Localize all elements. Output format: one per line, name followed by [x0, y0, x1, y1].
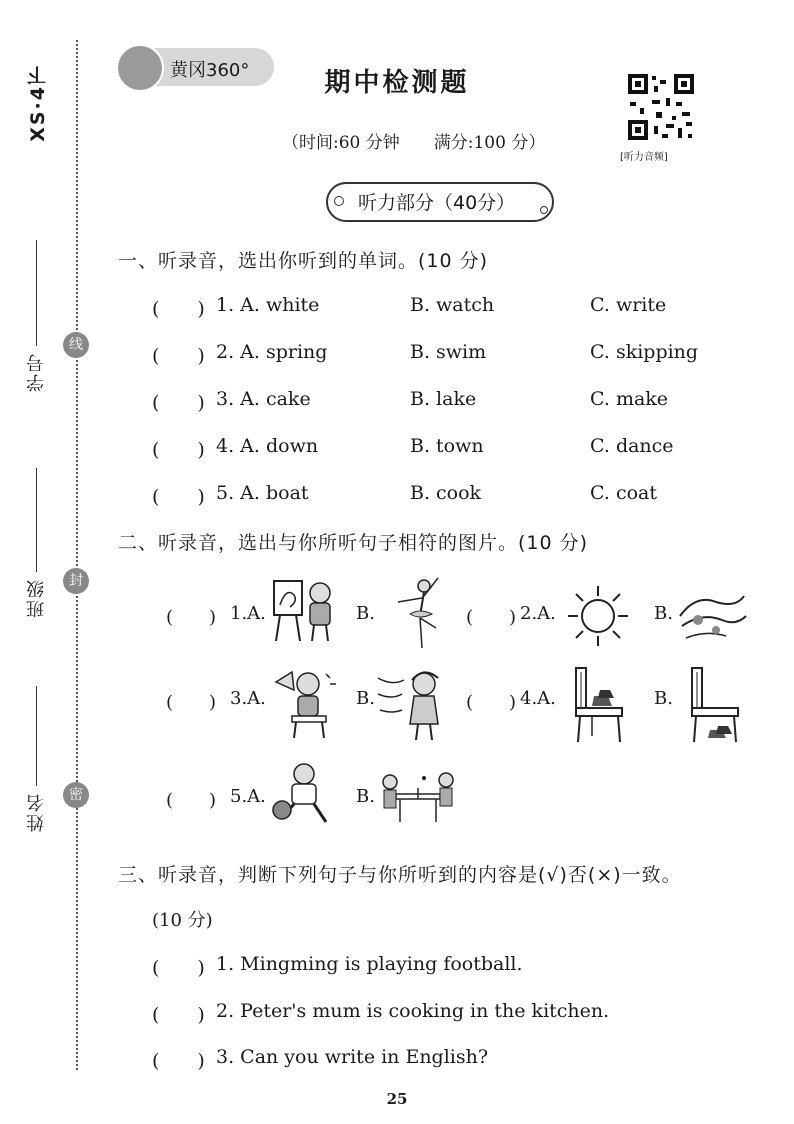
qr-caption: [听力音频]: [620, 152, 668, 163]
section-banner-text: 听力部分（40分）: [358, 192, 516, 214]
book-code: XS·4下: [27, 64, 49, 142]
answer-paren[interactable]: ( ): [466, 692, 517, 713]
answer-paren[interactable]: ( ): [166, 790, 217, 811]
pic-label-a: 3.A.: [230, 688, 266, 709]
answer-paren[interactable]: ( ): [152, 1050, 205, 1072]
pic-label-b: B.: [654, 688, 673, 709]
page-number: 25: [386, 1090, 408, 1108]
option-b: B. town: [410, 435, 484, 457]
name-label: 姓名: [26, 792, 47, 832]
answer-paren[interactable]: ( ): [152, 957, 205, 979]
chair-with-shoes-on-icon[interactable]: [570, 664, 628, 744]
margin-mark-mi: 密: [63, 782, 89, 808]
answer-paren[interactable]: ( ): [466, 607, 517, 628]
answer-paren[interactable]: ( ): [152, 392, 205, 414]
cold-girl-wind-icon[interactable]: [376, 664, 452, 742]
option-c: C. dance: [590, 435, 674, 457]
ping-pong-players-icon[interactable]: [376, 770, 460, 826]
ballet-dancer-icon[interactable]: [394, 572, 446, 652]
option-c: C. write: [590, 294, 667, 316]
pic-label-a: 5.A.: [230, 786, 266, 807]
pic-label-b: B.: [356, 603, 375, 624]
wind-icon[interactable]: [676, 586, 748, 648]
option-a: 4. A. down: [216, 435, 319, 457]
binding-dotted-line: [76, 40, 78, 1070]
answer-paren[interactable]: ( ): [152, 486, 205, 508]
option-c: C. coat: [590, 482, 657, 504]
class-line: [36, 468, 37, 572]
qr-code-icon[interactable]: [626, 72, 696, 142]
student-id-label: 学号: [26, 352, 47, 392]
boy-drawing-icon[interactable]: [270, 575, 340, 645]
part2-heading: 二、听录音，选出与你所听句子相符的图片。(10 分): [118, 532, 589, 554]
margin-mark-xian: 线: [63, 332, 89, 358]
option-a: 3. A. cake: [216, 388, 311, 410]
pic-label-a: 1.A.: [230, 603, 266, 624]
banner-dot-icon: [334, 196, 344, 206]
brand-name: 黄冈360°: [170, 60, 250, 81]
option-a: 5. A. boat: [216, 482, 309, 504]
part3-score: (10 分): [152, 910, 213, 931]
judge-sentence: 1. Mingming is playing football.: [216, 953, 523, 975]
option-b: B. lake: [410, 388, 477, 410]
chair-with-shoes-under-icon[interactable]: [686, 664, 744, 744]
margin-mark-feng: 封: [63, 568, 89, 594]
option-b: B. swim: [410, 341, 487, 363]
answer-paren[interactable]: ( ): [152, 439, 205, 461]
pic-label-b: B.: [654, 603, 673, 624]
name-line: [36, 686, 37, 786]
time-and-score: （时间:60 分钟 满分:100 分）: [282, 133, 546, 153]
part3-heading: 三、听录音，判断下列句子与你所听到的内容是(√)否(×)一致。: [118, 864, 682, 886]
class-label: 班级: [26, 578, 47, 618]
hot-boy-fan-icon[interactable]: [270, 664, 340, 742]
pic-label-a: 4.A.: [520, 688, 556, 709]
pic-label-a: 2.A.: [520, 603, 556, 624]
option-c: C. skipping: [590, 341, 699, 363]
sun-icon[interactable]: [566, 584, 630, 648]
option-b: B. cook: [410, 482, 482, 504]
part1-heading: 一、听录音，选出你听到的单词。(10 分): [118, 250, 489, 272]
pic-label-b: B.: [356, 688, 375, 709]
judge-sentence: 3. Can you write in English?: [216, 1046, 489, 1068]
answer-paren[interactable]: ( ): [152, 1004, 205, 1026]
answer-paren[interactable]: ( ): [152, 345, 205, 367]
page-title: 期中检测题: [324, 68, 470, 98]
judge-sentence: 2. Peter's mum is cooking in the kitchen.: [216, 1000, 610, 1022]
option-c: C. make: [590, 388, 669, 410]
option-a: 2. A. spring: [216, 341, 328, 363]
option-a: 1. A. white: [216, 294, 320, 316]
answer-paren[interactable]: ( ): [166, 607, 217, 628]
answer-paren[interactable]: ( ): [166, 692, 217, 713]
pic-label-b: B.: [356, 786, 375, 807]
student-id-line: [36, 240, 37, 346]
answer-paren[interactable]: ( ): [152, 298, 205, 320]
option-b: B. watch: [410, 294, 495, 316]
basketball-player-icon[interactable]: [270, 760, 336, 832]
banner-dot-icon: [540, 206, 548, 214]
